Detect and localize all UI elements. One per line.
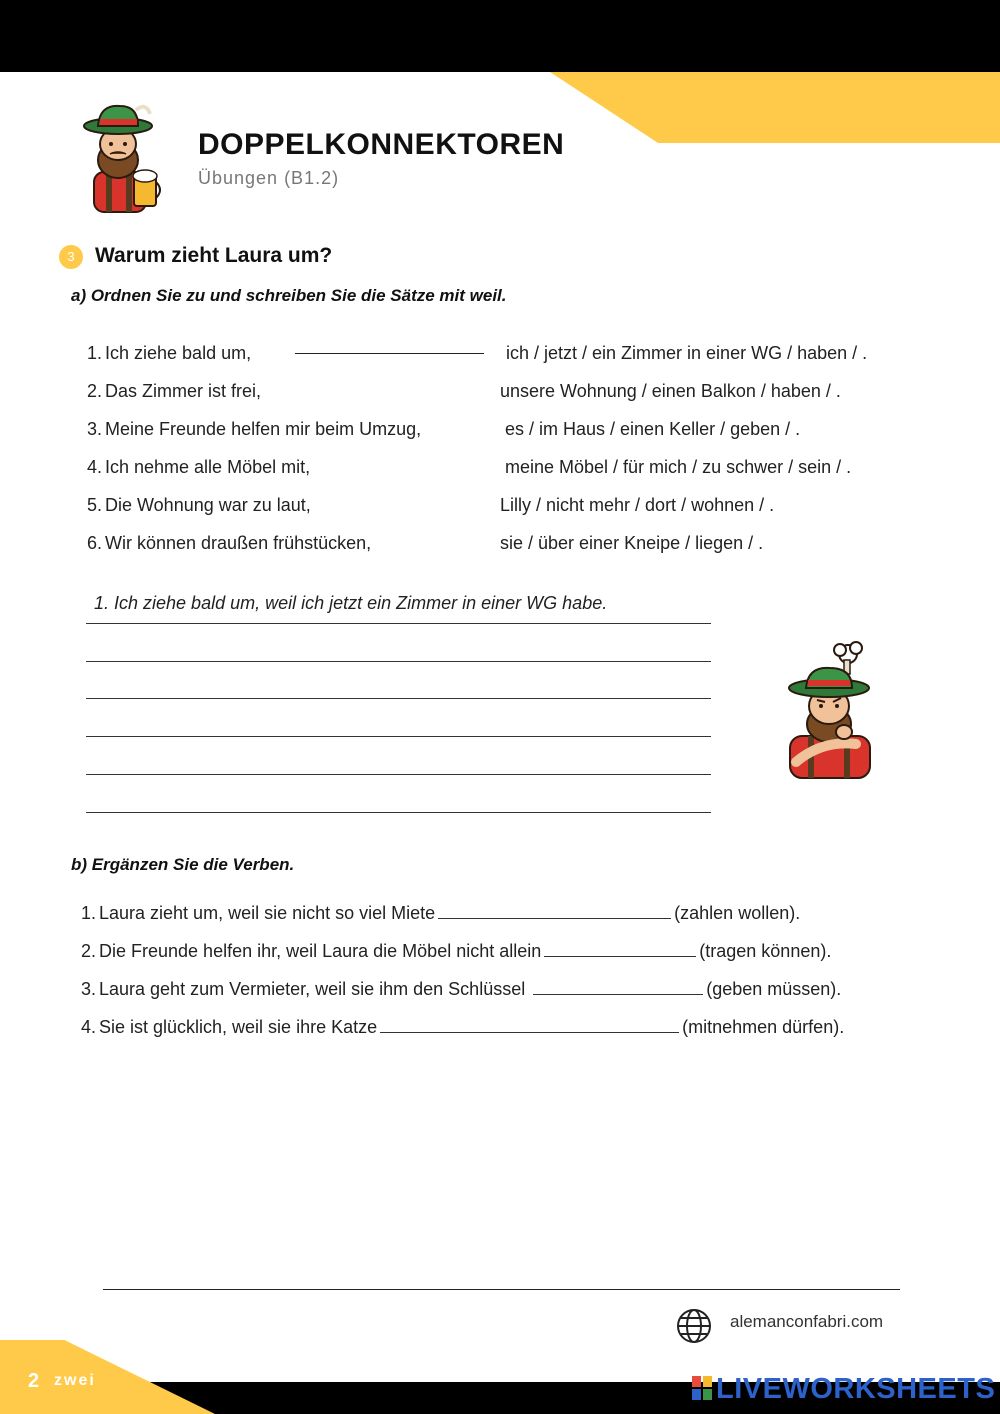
section-number-badge: 3 bbox=[59, 245, 83, 269]
thinking-mascot-icon bbox=[782, 640, 878, 782]
verb-item-1: 1. Laura zieht um, weil sie nicht so viel Miete (zahlen wollen). bbox=[81, 903, 801, 923]
answer-line-3[interactable] bbox=[86, 698, 711, 699]
verb-item-2: 2. Die Freunde helfen ihr, weil Laura die Möbel nicht allein (tragen können). bbox=[81, 941, 832, 961]
watermark-text: LIVEWORKSHEETS bbox=[716, 1373, 996, 1405]
section-title: Warum zieht Laura um? bbox=[95, 244, 333, 267]
example-answer: 1. Ich ziehe bald um, weil ich jetzt ein Zimmer in einer WG habe. bbox=[94, 593, 608, 613]
right-item-2: unsere Wohnung / einen Balkon / haben / . bbox=[500, 381, 841, 401]
answer-line-6[interactable] bbox=[86, 812, 711, 813]
verb-blank-3[interactable] bbox=[533, 978, 703, 995]
right-item-1: ich / jetzt / ein Zimmer in einer WG / haben / . bbox=[506, 343, 868, 363]
right-item-3: es / im Haus / einen Keller / geben / . bbox=[505, 419, 801, 439]
bavarian-mascot-beer-icon bbox=[80, 100, 166, 214]
verb-item-4: 4. Sie ist glücklich, weil sie ihre Katze (mitnehmen dürfen). bbox=[81, 1017, 845, 1037]
answer-line-4[interactable] bbox=[86, 736, 711, 737]
left-item-3: 3. Meine Freunde helfen mir beim Umzug, bbox=[87, 419, 422, 439]
verb-blank-2[interactable] bbox=[544, 940, 696, 957]
footer-divider bbox=[103, 1289, 900, 1290]
part-a-instruction: a) Ordnen Sie zu und schreiben Sie die Sätze mit weil. bbox=[71, 286, 507, 305]
liveworksheets-logo-icon bbox=[692, 1376, 712, 1400]
top-black-band bbox=[0, 0, 1000, 72]
answer-line-2[interactable] bbox=[86, 661, 711, 662]
page-number: 2 bbox=[28, 1370, 40, 1392]
website-link[interactable]: alemanconfabri.com bbox=[730, 1312, 884, 1331]
page-number-word: zwei bbox=[54, 1372, 96, 1389]
left-item-6: 6. Wir können draußen frühstücken, bbox=[87, 533, 372, 553]
left-item-1: 1. Ich ziehe bald um, bbox=[87, 343, 252, 363]
verb-blank-4[interactable] bbox=[380, 1016, 679, 1033]
example-connector-line bbox=[295, 353, 484, 354]
left-item-2: 2. Das Zimmer ist frei, bbox=[87, 381, 262, 401]
answer-line-5[interactable] bbox=[86, 774, 711, 775]
globe-icon bbox=[676, 1308, 712, 1344]
verb-blank-1[interactable] bbox=[438, 902, 671, 919]
left-item-4: 4. Ich nehme alle Möbel mit, bbox=[87, 457, 311, 477]
verb-item-3: 3. Laura geht zum Vermieter, weil sie ihm den Schlüssel (geben müssen). bbox=[81, 979, 842, 999]
left-item-5: 5. Die Wohnung war zu laut, bbox=[87, 495, 311, 515]
right-item-6: sie / über einer Kneipe / liegen / . bbox=[500, 533, 764, 553]
answer-line-1 bbox=[86, 623, 711, 624]
right-item-4: meine Möbel / für mich / zu schwer / sein / . bbox=[505, 457, 852, 477]
right-item-5: Lilly / nicht mehr / dort / wohnen / . bbox=[500, 495, 775, 515]
part-b-instruction: b) Ergänzen Sie die Verben. bbox=[71, 855, 295, 874]
page-title: DOPPELKONNEKTOREN bbox=[198, 128, 565, 161]
page-subtitle: Übungen (B1.2) bbox=[198, 168, 340, 188]
top-yellow-accent bbox=[550, 72, 1000, 143]
